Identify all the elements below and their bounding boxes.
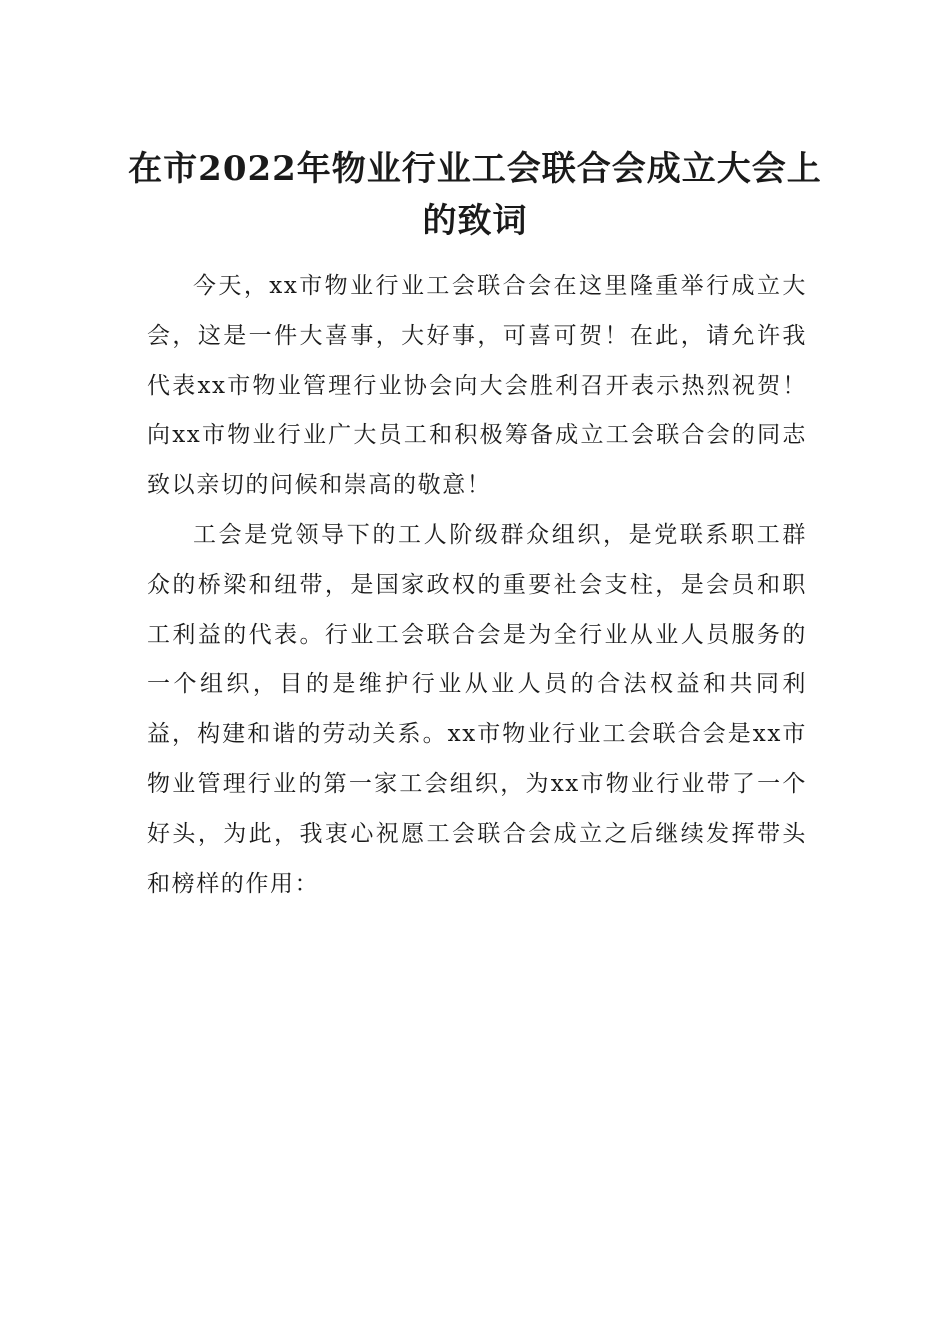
document-body [147,262,807,909]
document-title: 在市2022年物业行业工会联合会成立大会上的致词 [128,149,822,241]
paragraph-1: 今天，xx市物业行业工会联合会在这里隆重举行成立大会，这是一件大喜事，大好事，可喜可贺！在此，请允许我代表xx市物业管理行业协会向大会胜利召开表示热烈祝贺！向xx市物业行业广大员工和积极筹备成立工会联合会的同志致以亲切的问候和崇高的敬意！ [147,273,807,499]
paragraph-2: 工会是党领导下的工人阶级群众组织，是党联系职工群众的桥梁和纽带，是国家政权的重要社会支柱，是会员和职工利益的代表。行业工会联合会是为全行业从业人员服务的一个组织，目的是维护行业从业人员的合法权益和共同利益，构建和谐的劳动关系。xx市物业行业工会联合会是xx市物业管理行业的第一家工会组织，为xx市物业行业带了一个好头，为此，我衷心祝愿工会联合会成立之后继续发挥带头和榜样的作用： [147,521,807,897]
